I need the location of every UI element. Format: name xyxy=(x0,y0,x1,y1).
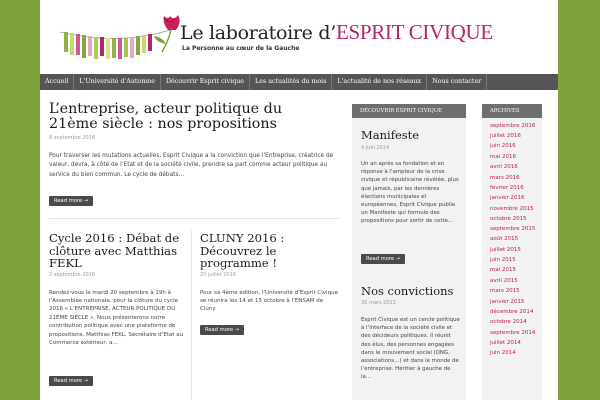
post-excerpt: Rendez-vous le mardi 20 septembre à 19h à l’Assemblée nationale, pour la clôture du cycle 2016 « L’ENTREPRISE, ACTEUR POLITIQUE DU 21ÈME SIÈCLE ». Nous présenterons notre contribution politique avec une plateforme de propositions. Matthias FEKL, Secrétaire d’Etat au Commerce extérieur, a… xyxy=(49,289,184,346)
logo-garland-tulip-icon[interactable] xyxy=(58,12,186,60)
read-more-button[interactable]: Read more → xyxy=(49,376,93,386)
archive-link[interactable]: juillet 2015 xyxy=(490,246,521,253)
sidebar-decouvrir xyxy=(352,104,466,400)
site-title-prefix[interactable]: Le laboratoire d’ xyxy=(180,22,336,44)
page xyxy=(40,0,558,400)
archive-link[interactable]: juin 2014 xyxy=(490,349,516,356)
main-nav xyxy=(40,74,558,90)
nav-item-contact[interactable]: Nous contacter xyxy=(427,74,487,90)
post-date: 8 septembre 2016 xyxy=(49,135,96,141)
sidebar-post-title[interactable]: Manifeste xyxy=(361,128,420,142)
archive-link[interactable]: septembre 2014 xyxy=(490,329,536,336)
nav-item-universite[interactable]: L'Université d'Automne xyxy=(74,74,161,90)
archive-link[interactable]: mars 2016 xyxy=(490,174,520,181)
post-excerpt: Pour traverser les mutations actuelles, Esprit Civique a la conviction que l’Entreprise, créatrice de valeur, devra, à côté de l’Etat et de la société civile, prendre sa part comme acteur politique au service du bien commun. Le cycle de débats… xyxy=(49,153,334,178)
column-divider xyxy=(191,230,192,400)
post-title[interactable]: L’entreprise, acteur politique du 21ème siècle : nos propositions xyxy=(49,101,283,132)
archives-list xyxy=(482,118,542,358)
archive-link[interactable]: janvier 2016 xyxy=(490,195,525,202)
archive-link[interactable]: octobre 2015 xyxy=(490,215,527,222)
archives-heading: ARCHIVES xyxy=(482,104,542,118)
nav-item-actualites[interactable]: Les actualités du mois xyxy=(250,74,332,90)
nav-item-accueil[interactable]: Accueil xyxy=(40,74,74,90)
archive-link[interactable]: novembre 2015 xyxy=(490,205,534,212)
post-card xyxy=(200,231,339,333)
sidebar-heading: DÉCOUVRIR ESPRIT CIVIQUE xyxy=(352,104,466,118)
site-header xyxy=(40,0,558,72)
post-divider xyxy=(49,218,339,219)
sidebar-post-date: 30 mars 2013 xyxy=(361,300,396,306)
archive-link[interactable]: mars 2015 xyxy=(490,288,520,295)
post-card xyxy=(49,231,184,384)
archive-link[interactable]: septembre 2015 xyxy=(490,226,536,233)
main-content xyxy=(49,102,339,400)
archive-link[interactable]: mai 2016 xyxy=(490,153,517,160)
archive-link[interactable]: août 2015 xyxy=(490,236,519,243)
post-excerpt: Pour sa 4ème édition, l’Université d’Esprit Civique se réunira les 14 et 15 octobre à l’ENSAM de Cluny xyxy=(200,289,338,313)
archive-link[interactable]: juillet 2016 xyxy=(490,133,521,139)
archive-link[interactable]: juin 2016 xyxy=(490,143,516,150)
archive-link[interactable]: octobre 2014 xyxy=(490,319,527,326)
sidebar-post-date: 4 juin 2014 xyxy=(361,145,390,151)
site-tagline: La Personne au cœur de la Gauche xyxy=(182,45,300,52)
archive-link[interactable]: avril 2015 xyxy=(490,277,518,284)
nav-item-decouvrir[interactable]: Découvrir Esprit civique xyxy=(161,74,250,90)
sidebar-post-excerpt: Esprit Civique est un cercle politique à l’interface de la société civile et des décideurs politiques. Il réunit des élus, des personnes engagées dans le mouvement social (ONG, associations…) et dans le monde de l’entreprise. Héritier à gauche de la… xyxy=(361,317,460,381)
read-more-button[interactable]: Read more → xyxy=(361,254,405,264)
post-date: 20 juillet 2016 xyxy=(200,271,237,278)
archive-link[interactable]: février 2016 xyxy=(490,185,524,192)
archive-link[interactable]: juillet 2014 xyxy=(490,339,521,346)
sidebar-archives xyxy=(482,104,542,400)
archive-link[interactable]: juin 2015 xyxy=(490,257,516,264)
post-title[interactable]: CLUNY 2016 : Découvrez le programme ! xyxy=(200,231,285,270)
site-title-accent[interactable]: ESPRIT CIVIQUE xyxy=(335,20,493,44)
archive-link[interactable]: décembre 2014 xyxy=(490,309,534,316)
archive-link[interactable]: avril 2016 xyxy=(490,164,518,171)
read-more-button[interactable]: Read more → xyxy=(200,325,244,335)
archive-link[interactable]: septembre 2016 xyxy=(490,123,536,129)
post-title[interactable]: Cycle 2016 : Débat de clôture avec Matthias FEKL xyxy=(49,231,180,270)
sidebar-post-excerpt: Un an après sa fondation et en réponse à l’ampleur de la crise civique et républicaine révélée, plus que jamais, par les dernières élections municipales et européennes, Esprit Civique publie un Manifeste qui formule des propositions pour sortir de cette… xyxy=(361,161,459,225)
post-date: 2 septembre 2016 xyxy=(49,271,96,278)
sidebar-post-title[interactable]: Nos convictions xyxy=(361,284,454,298)
nav-item-reseaux[interactable]: L'actualité de nos réseaux xyxy=(332,74,427,90)
site-title[interactable] xyxy=(180,20,493,45)
read-more-button[interactable]: Read more → xyxy=(49,196,93,206)
archive-link[interactable]: janvier 2015 xyxy=(490,298,525,305)
archive-link[interactable]: mai 2015 xyxy=(490,267,517,274)
